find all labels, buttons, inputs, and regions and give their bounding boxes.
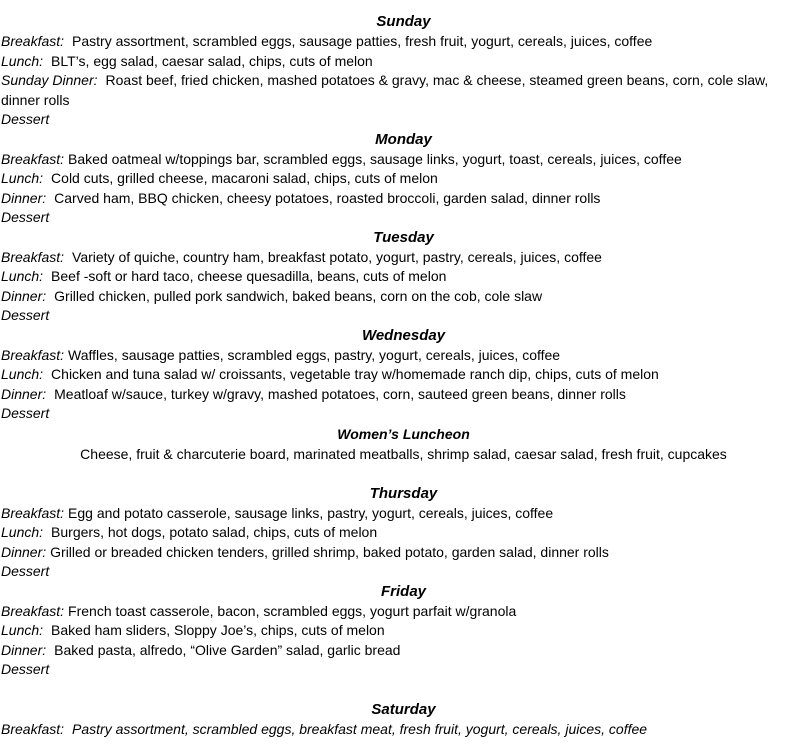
womens-luncheon xyxy=(0,424,807,464)
day-saturday xyxy=(0,700,807,740)
meal-label: Breakfast: xyxy=(1,346,65,363)
meal-items: Egg and potato casserole, sausage links, pastry, yogurt, cereals, juices, coffee xyxy=(68,504,554,521)
breakfast-line xyxy=(0,720,807,740)
meal-label: Dinner: xyxy=(1,641,47,658)
meal-items: BLT’s, egg salad, caesar salad, chips, cuts of melon xyxy=(51,52,373,69)
meal-items: Waffles, sausage patties, scrambled eggs, pastry, yogurt, cereals, juices, coffee xyxy=(68,346,561,363)
day-tuesday xyxy=(0,228,807,326)
meal-label: Breakfast: xyxy=(1,248,65,265)
dinner-line xyxy=(0,385,807,405)
meal-items: Chicken and tuna salad w/ croissants, vegetable tray w/homemade ranch dip, chips, cuts of melon xyxy=(51,366,659,382)
lunch-line xyxy=(0,267,807,287)
dessert-label: Dessert xyxy=(1,111,50,127)
dessert-label: Dessert xyxy=(1,405,50,421)
meal-items: French toast casserole, bacon, scrambled eggs, yogurt parfait w/granola xyxy=(68,602,517,619)
meal-label: Dinner: xyxy=(1,385,47,402)
dinner-line xyxy=(0,641,807,661)
day-sunday xyxy=(0,12,807,130)
day-title: Thursday xyxy=(369,484,438,502)
meal-label: Lunch: xyxy=(1,366,44,382)
day-title: Sunday xyxy=(376,13,431,30)
meal-items: Pastry assortment, scrambled eggs, sausage patties, fresh fruit, yogurt, cereals, juices, coffee xyxy=(72,33,653,49)
day-friday xyxy=(0,582,807,680)
meal-items: Carved ham, BBQ chicken, cheesy potatoes, roasted broccoli, garden salad, dinner rolls xyxy=(54,189,601,206)
meal-label: Dinner: xyxy=(1,287,47,304)
spacer xyxy=(0,464,807,484)
dinner-line xyxy=(0,71,807,110)
meal-items: Pastry assortment, scrambled eggs, breakfast meat, fresh fruit, yogurt, cereals, juices, coffee xyxy=(72,720,648,737)
luncheon-title: Women’s Luncheon xyxy=(337,425,470,442)
lunch-line xyxy=(0,365,807,385)
breakfast-line xyxy=(0,150,807,170)
dessert-label: Dessert xyxy=(1,307,50,323)
meal-label: Lunch: xyxy=(1,524,44,540)
meal-items: Baked oatmeal w/toppings bar, scrambled eggs, sausage links, yogurt, toast, cereals, juices, coffee xyxy=(68,150,682,167)
meal-items: Cold cuts, grilled cheese, macaroni salad, chips, cuts of melon xyxy=(51,170,438,186)
day-title: Tuesday xyxy=(373,228,434,246)
meal-label: Breakfast: xyxy=(1,150,65,167)
breakfast-line xyxy=(0,504,807,524)
dessert-label: Dessert xyxy=(1,661,50,677)
lunch-line xyxy=(0,169,807,189)
dinner-line xyxy=(0,189,807,209)
breakfast-line xyxy=(0,602,807,622)
meal-label: Lunch: xyxy=(1,622,44,638)
meal-items: Baked ham sliders, Sloppy Joe’s, chips, cuts of melon xyxy=(51,622,385,638)
meal-label: Breakfast: xyxy=(1,602,65,619)
day-title: Wednesday xyxy=(361,326,446,344)
meal-items: Baked pasta, alfredo, “Olive Garden” salad, garlic bread xyxy=(54,641,401,658)
meal-label: Dinner: xyxy=(1,543,47,560)
meal-label: Lunch: xyxy=(1,170,44,186)
meal-label: Breakfast: xyxy=(1,504,65,521)
luncheon-items: Cheese, fruit & charcuterie board, marinated meatballs, shrimp salad, caesar salad, fresh fruit, cupcakes xyxy=(80,445,727,462)
breakfast-line xyxy=(0,32,807,52)
meal-items: Beef -soft or hard taco, cheese quesadilla, beans, cuts of melon xyxy=(51,268,447,284)
meal-items: Variety of quiche, country ham, breakfast potato, yogurt, pastry, cereals, juices, coffee xyxy=(72,248,602,265)
lunch-line xyxy=(0,621,807,641)
dinner-line xyxy=(0,543,807,563)
day-title: Friday xyxy=(380,582,426,600)
lunch-line xyxy=(0,52,807,72)
day-title: Monday xyxy=(375,130,432,148)
day-thursday xyxy=(0,484,807,582)
meal-items: Meatloaf w/sauce, turkey w/gravy, mashed potatoes, corn, sauteed green beans, dinner rolls xyxy=(54,385,626,402)
breakfast-line xyxy=(0,248,807,268)
day-wednesday xyxy=(0,326,807,424)
meal-label: Lunch: xyxy=(1,268,44,284)
meal-label: Breakfast: xyxy=(1,33,65,49)
meal-items: Burgers, hot dogs, potato salad, chips, cuts of melon xyxy=(51,524,378,540)
meal-label: Sunday Dinner: xyxy=(1,72,98,88)
dessert-label: Dessert xyxy=(1,563,50,579)
meal-label: Dinner: xyxy=(1,189,47,206)
day-monday xyxy=(0,130,807,228)
lunch-line xyxy=(0,523,807,543)
spacer xyxy=(0,680,807,700)
meal-items: Grilled or breaded chicken tenders, grilled shrimp, baked potato, garden salad, dinner rolls xyxy=(50,543,609,560)
meal-label: Breakfast: xyxy=(1,720,65,737)
dessert-label: Dessert xyxy=(1,209,50,225)
dinner-line xyxy=(0,287,807,307)
meal-label: Lunch: xyxy=(1,52,44,69)
meal-items: Grilled chicken, pulled pork sandwich, baked beans, corn on the cob, cole slaw xyxy=(54,287,543,304)
day-title: Saturday xyxy=(371,700,436,718)
breakfast-line xyxy=(0,346,807,366)
meal-items: Roast beef, fried chicken, mashed potatoes & gravy, mac & cheese, steamed green beans, corn, cole slaw, dinner rolls xyxy=(1,72,769,108)
